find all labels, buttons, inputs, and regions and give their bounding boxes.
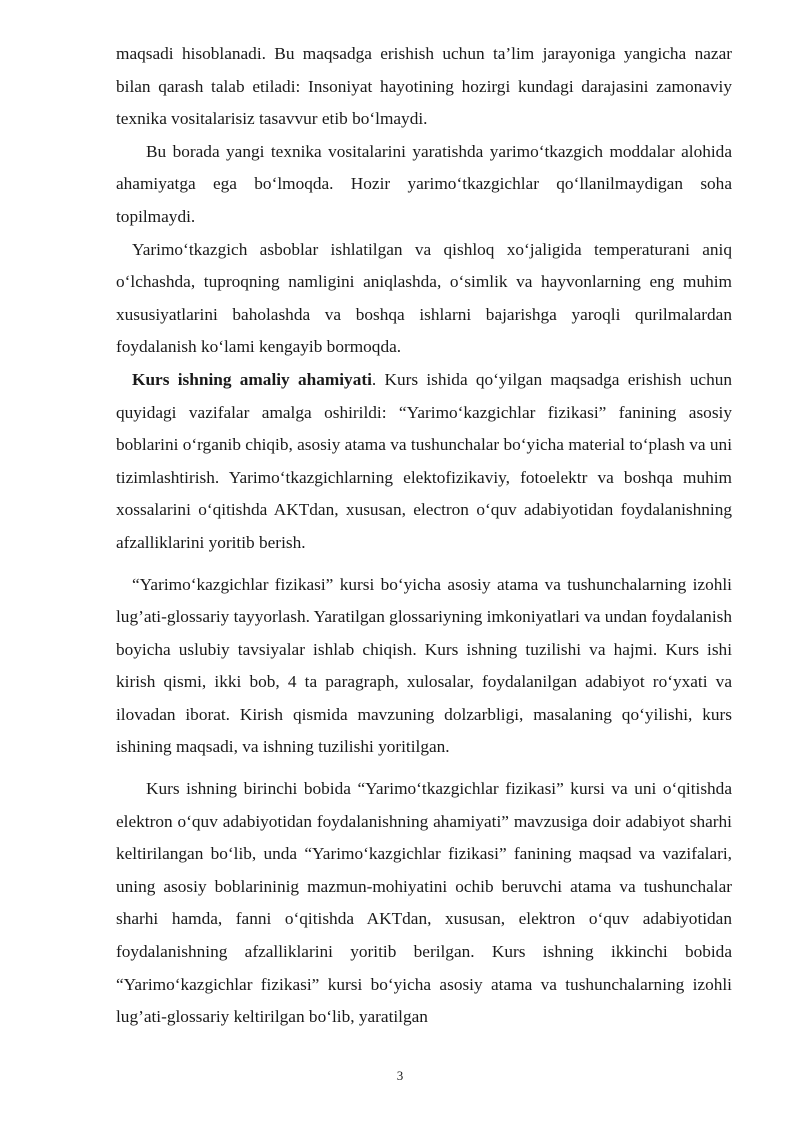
paragraph-4 [116,364,732,560]
paragraph-1: maqsadi hisoblanadi. Bu maqsadga erishish uchun ta’lim jarayoniga yangicha nazar bilan qarash talab etiladi: Insoniyat hayotining hozirgi kundagi darajasini zamonaviy texnika vositalarisiz tasavvur etib bo‘lmaydi. [116,44,732,129]
paragraph-4-heading: Kurs ishning amaliy ahamiyati [132,369,372,389]
body-text [116,38,732,1034]
paragraph-2: Bu borada yangi texnika vositalarini yaratishda yarimo‘tkazgich moddalar alohida ahamiyatga ega bo‘lmoqda. Hozir yarimo‘tkazgichlar qo‘llanilmaydigan soha topilmaydi. [116,141,732,226]
paragraph-6: Kurs ishning birinchi bobida “Yarimo‘tkazgichlar fizikasi” kursi va uni o‘qitishda elektron o‘quv adabiyotidan foydalanishning ahamiyati” mavzusiga doir adabiyot sharhi keltirilangan bo‘lib, unda “Yarimo‘kazgichlar fizikasi” fanining maqsad va vazifalari, uning asosiy boblarininig mazmun-mohiyatini ochib beruvchi atama va tushunchalar sharhi hamda, fanni o‘qitishda AKTdan, xususan, elektron o‘quv adabiyotidan foydalanishning afzalliklarini yoritib berilgan. Kurs ishning ikkinchi bobida “Yarimo‘kazgichlar fizikasi” kursi bo‘yicha asosiy atama va tushunchalarning izohli lug’ati-glossariy keltirilgan bo‘lib, yaratilgan [116,779,732,1027]
page-number: 3 [396,1068,404,1083]
paragraph-5: “Yarimo‘kazgichlar fizikasi” kursi bo‘yicha asosiy atama va tushunchalarning izohli lug’ati-glossariy tayyorlash. Yaratilgan glossariyning imkoniyatlari va undan foydalanish boyicha uslubiy tavsiyalar ishlab chiqish. Kurs ishning tuzilishi va hajmi. Kurs ishi kirish qismi, ikki bob, 4 ta paragraph, xulosalar, foydalanilgan adabiyot ro‘yxati va ilovadan iborat. Kirish qismida mavzuning dolzarbligi, masalaning qo‘yilishi, kurs ishining maqsadi, va ishning tuzilishi yoritilgan. [116,574,732,757]
paragraph-3: Yarimo‘tkazgich asboblar ishlatilgan va qishloq xo‘jaligida temperaturani aniq o‘lchashda, tuproqning namligini aniqlashda, o‘simlik va hayvonlarning eng muhim xususiyatlarini baholashda va boshqa ishlarni bajarishga yaroqli qurilmalardan foydalanish ko‘lami kengayib bormoqda. [116,239,732,357]
paragraph-4-body: . Kurs ishida qo‘yilgan maqsadga erishish uchun quyidagi vazifalar amalga oshirildi: “Yarimo‘kazgichlar fizikasi” fanining asosiy boblarini o‘rganib chiqib, asosiy atama va tushunchalar bo‘yicha material to‘plash va uni tizimlashtirish. Yarimo‘tkazgichlarning elektofizikaviy, fotoelektr va boshqa muhim xossalarini o‘qitishda AKTdan, xususan, electron o‘quv adabiyotidan foydalanishning afzalliklarini yoritib berish. [116,369,732,552]
